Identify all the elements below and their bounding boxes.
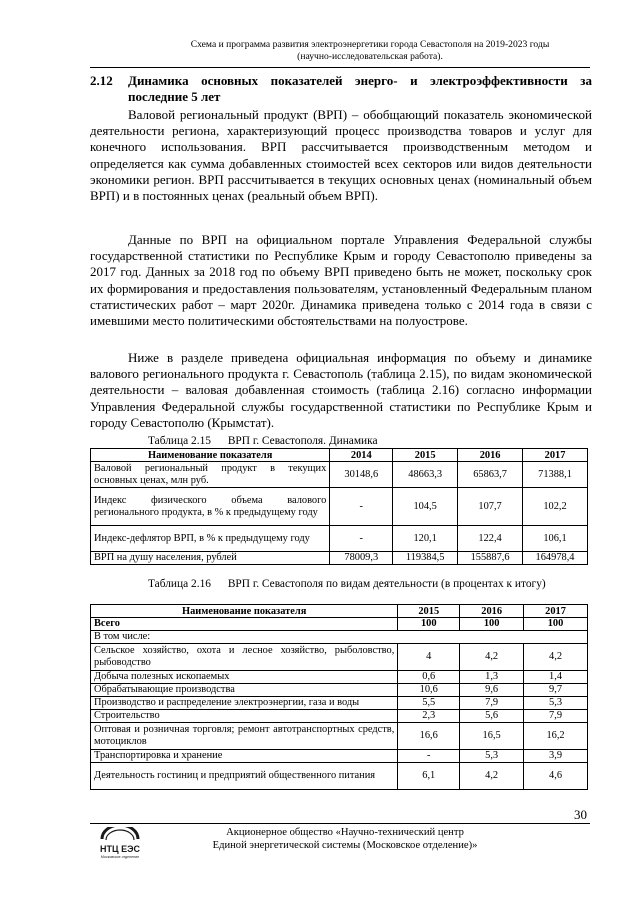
total-row xyxy=(91,618,588,631)
table-row xyxy=(91,552,588,565)
table-row xyxy=(91,723,588,750)
paragraph-3: Ниже в разделе приведена официальная информация по объему и динамике валового регионального продукта г. Севастополь (таблица 2.15), по видам экономической деятельности – валовая добавленная стоимость (таблица 2.16) согласно информации Управления Федеральной службы государственной статистики по Республике Крым и городу Севастополю (Крымстат). xyxy=(90,350,592,430)
cell: 120,1 xyxy=(393,526,458,552)
cell: 2,3 xyxy=(398,710,460,723)
paragraph-1: Валовой региональный продукт (ВРП) – обобщающий показатель экономической деятельности региона, характеризующий процесс производства товаров и услуг для конечного использования. ВРП рассчитывается производственным методом и определяется как сумма добавленных стоимостей всех секторов или видов деятельности экономики регион. ВРП рассчитывается в текущих основных ценах (номинальный объем ВРП) и в постоянных ценах (реальный объем ВРП). xyxy=(90,107,592,204)
table-2-16 xyxy=(90,604,588,790)
subheader-row xyxy=(91,631,588,644)
ntc-ees-logo xyxy=(96,827,144,861)
row-label: Всего xyxy=(91,618,398,631)
column-header: 2014 xyxy=(330,449,393,462)
row-label: ВРП на душу населения, рублей xyxy=(91,552,330,565)
cell: 1,4 xyxy=(524,671,588,684)
cell: 7,9 xyxy=(460,697,524,710)
footer-organization xyxy=(200,826,490,852)
page-number: 30 xyxy=(574,807,587,822)
table-row xyxy=(91,526,588,552)
row-label: Сельское хозяйство, охота и лесное хозяйство, рыболовство, рыбоводство xyxy=(91,644,398,671)
row-label: Индекс-дефлятор ВРП, в % к предыдущему году xyxy=(91,526,330,552)
cell: 106,1 xyxy=(523,526,588,552)
cell: 107,7 xyxy=(458,488,523,526)
cell: 10,6 xyxy=(398,684,460,697)
cell: 100 xyxy=(460,618,524,631)
table-header-row xyxy=(91,449,588,462)
table-2-15-number: Таблица 2.15 xyxy=(148,435,211,447)
cell: 4,2 xyxy=(460,763,524,790)
footer-divider xyxy=(90,823,590,824)
cell: 100 xyxy=(398,618,460,631)
row-label: Производство и распределение электроэнергии, газа и воды xyxy=(91,697,398,710)
cell: 5,5 xyxy=(398,697,460,710)
row-label: Обрабатывающие производства xyxy=(91,684,398,697)
row-label: Добыча полезных ископаемых xyxy=(91,671,398,684)
row-label: Строительство xyxy=(91,710,398,723)
row-label: Деятельность гостиниц и предприятий общественного питания xyxy=(91,763,398,790)
cell: 4,2 xyxy=(524,644,588,671)
cell: 122,4 xyxy=(458,526,523,552)
column-header: 2016 xyxy=(460,605,524,618)
cell: 16,6 xyxy=(398,723,460,750)
cell: 9,6 xyxy=(460,684,524,697)
cell: 4,2 xyxy=(460,644,524,671)
cell: 5,3 xyxy=(524,697,588,710)
header-line-1: Схема и программа развития электроэнергетики города Севастополя на 2019-2023 годы xyxy=(190,39,550,50)
section-number: 2.12 xyxy=(90,73,113,88)
cell: - xyxy=(330,526,393,552)
table-2-15-caption xyxy=(148,434,378,448)
column-header: 2017 xyxy=(523,449,588,462)
column-header: 2015 xyxy=(398,605,460,618)
cell: 78009,3 xyxy=(330,552,393,565)
cell: 4 xyxy=(398,644,460,671)
footer-line-2: Единой энергетической системы (Московское отделение)» xyxy=(212,840,478,851)
cell: 48663,3 xyxy=(393,462,458,488)
subheader-label: В том числе: xyxy=(91,631,588,644)
table-row xyxy=(91,763,588,790)
table-2-16-number: Таблица 2.16 xyxy=(148,578,211,590)
paragraph-2: Данные по ВРП на официальном портале Управления Федеральной службы государственной статистики по Республике Крым и городу Севастополю приведены за 2017 год. Данных за 2018 год по объему ВРП приведено быть не может, поскольку срок их формирования и предоставления пользователям, установленный Федеральным планом статистических работ – март 2020г. Динамика приведена только с 2014 года в связи с имевшими место политическими обстоятельствами на полуострове. xyxy=(90,232,592,329)
table-row xyxy=(91,750,588,763)
table-2-16-title: ВРП г. Севастополя по видам деятельности (в процентах к итогу) xyxy=(227,578,546,590)
cell: 7,9 xyxy=(524,710,588,723)
table-header-row xyxy=(91,605,588,618)
cell: 100 xyxy=(524,618,588,631)
cell: 3,9 xyxy=(524,750,588,763)
column-header: Наименование показателя xyxy=(91,449,330,462)
row-label: Оптовая и розничная торговля; ремонт автотранспортных средств, мотоциклов xyxy=(91,723,398,750)
table-2-15 xyxy=(90,448,588,565)
cell: 104,5 xyxy=(393,488,458,526)
logo-text: НТЦ ЕЭС xyxy=(100,844,140,854)
cell: 1,3 xyxy=(460,671,524,684)
cell: 5,3 xyxy=(460,750,524,763)
cell: 102,2 xyxy=(523,488,588,526)
cell: 164978,4 xyxy=(523,552,588,565)
cell: 65863,7 xyxy=(458,462,523,488)
ntc-ees-logo-icon xyxy=(96,827,144,861)
cell: 16,2 xyxy=(524,723,588,750)
column-header: 2017 xyxy=(524,605,588,618)
table-row xyxy=(91,644,588,671)
table-row xyxy=(91,462,588,488)
cell: 119384,5 xyxy=(393,552,458,565)
header-divider xyxy=(90,67,590,68)
cell: 71388,1 xyxy=(523,462,588,488)
table-row xyxy=(91,488,588,526)
cell: 9,7 xyxy=(524,684,588,697)
footer-line-1: Акционерное общество «Научно-технический центр xyxy=(226,827,464,838)
logo-subtext: Московское отделение xyxy=(100,855,140,859)
cell: 155887,6 xyxy=(458,552,523,565)
table-row xyxy=(91,671,588,684)
cell: - xyxy=(330,488,393,526)
table-row xyxy=(91,697,588,710)
table-row xyxy=(91,710,588,723)
row-label: Транспортировка и хранение xyxy=(91,750,398,763)
table-row xyxy=(91,684,588,697)
table-2-15-title: ВРП г. Севастополя. Динамика xyxy=(227,435,378,447)
cell: 16,5 xyxy=(460,723,524,750)
header-line-2: (научно-исследовательская работа). xyxy=(297,51,443,62)
cell: 0,6 xyxy=(398,671,460,684)
cell: 5,6 xyxy=(460,710,524,723)
cell: 4,6 xyxy=(524,763,588,790)
table-2-16-caption xyxy=(148,577,592,591)
column-header: 2015 xyxy=(393,449,458,462)
running-header xyxy=(150,39,590,63)
cell: - xyxy=(398,750,460,763)
column-header: Наименование показателя xyxy=(91,605,398,618)
row-label: Индекс физического объема валового регионального продукта, в % к предыдущему году xyxy=(91,488,330,526)
cell: 6,1 xyxy=(398,763,460,790)
row-label: Валовой региональный продукт в текущих основных ценах, млн руб. xyxy=(91,462,330,488)
cell: 30148,6 xyxy=(330,462,393,488)
column-header: 2016 xyxy=(458,449,523,462)
section-title: Динамика основных показателей энерго- и электроэффективности за последние 5 лет xyxy=(128,73,592,104)
